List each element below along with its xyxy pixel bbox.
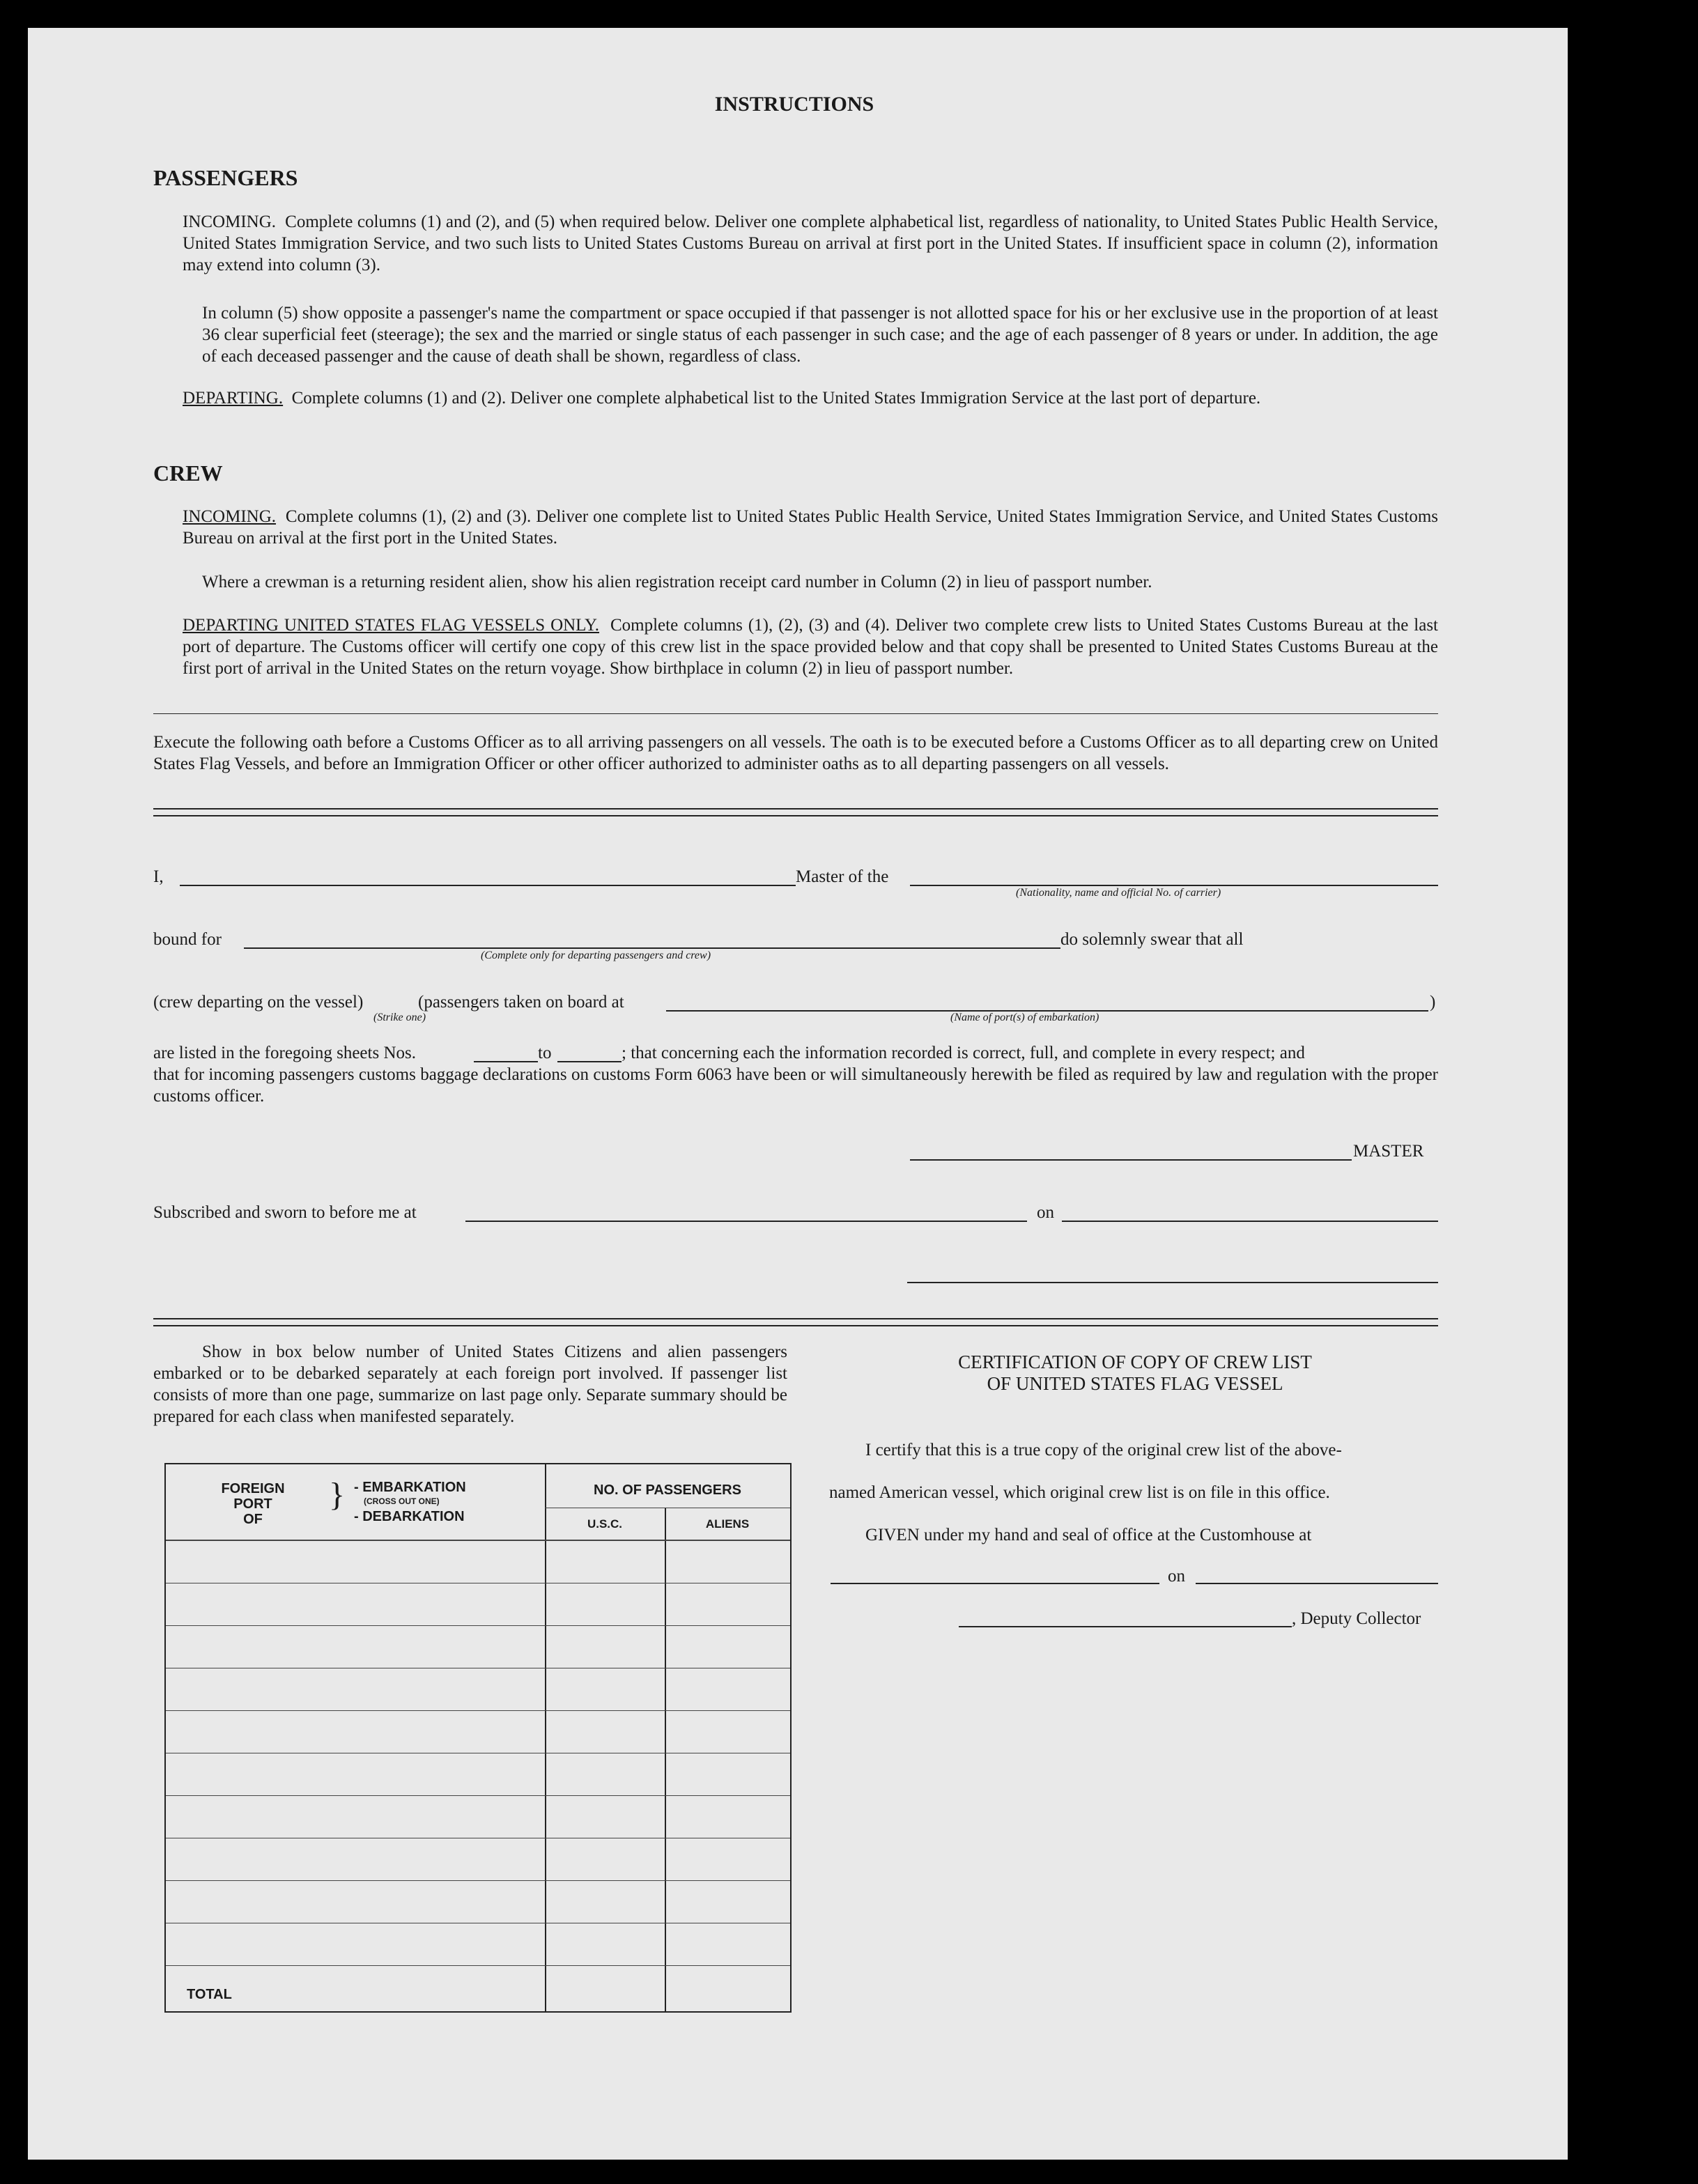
strike-caption: (Strike one) [373, 1012, 426, 1023]
crew-departing-option[interactable]: (crew departing on the vessel) [153, 993, 364, 1012]
debarkation-label[interactable]: - DEBARKATION [354, 1509, 465, 1524]
master-of-label: Master of the [796, 867, 889, 886]
passengers-column5-text: In column (5) show opposite a passenger's name the compartment or space occupied if that passenger is not allotted space for his or her exclusive use in the proportion of at least 36 clear superficial feet (steerage); the sex and the married or single status of each passenger in such case; and the age of each passenger of 8 years or under. In addition, the age of each deceased passenger and the cause of death shall be shown, regardless of class. [202, 304, 1438, 366]
passengers-departing [183, 387, 1438, 409]
embarkation-label[interactable]: - EMBARKATION [354, 1480, 466, 1495]
summary-table [164, 1463, 792, 2013]
bound-for-caption: (Complete only for departing passengers and crew) [481, 950, 711, 961]
sheet-to-field[interactable] [557, 1061, 622, 1062]
of-label: OF [243, 1512, 263, 1527]
bound-for-label: bound for [153, 930, 222, 949]
solemnly-label: do solemnly swear that all [1060, 930, 1244, 949]
deputy-signature-field[interactable] [959, 1626, 1292, 1627]
crew-incoming [183, 506, 1438, 549]
sworn-on-label: on [1037, 1203, 1054, 1222]
aliens-header: ALIENS [705, 1517, 750, 1531]
passengers-incoming-label: INCOMING. [183, 212, 277, 231]
header-bottom-line [166, 1540, 790, 1541]
carrier-field[interactable] [910, 885, 1438, 886]
crew-incoming-label: INCOMING. [183, 507, 277, 526]
listed-prefix: are listed in the foregoing sheets Nos. [153, 1044, 416, 1062]
certification-date-field[interactable] [1196, 1583, 1438, 1584]
port-caption: (Name of port(s) of embarkation) [950, 1012, 1099, 1023]
crew-resident-text: Where a crewman is a returning resident alien, show his alien registration receipt card number in Column (2) in lieu of passport number. [202, 573, 1152, 591]
certification-title-1: CERTIFICATION OF COPY OF CREW LIST [958, 1352, 1312, 1372]
master-signature-field[interactable] [910, 1159, 1352, 1161]
subscribed-label: Subscribed and sworn to before me at [153, 1203, 417, 1222]
brace-icon: } [329, 1476, 346, 1513]
page-title: INSTRUCTIONS [714, 93, 874, 116]
foreign-port-of-header [215, 1481, 291, 1527]
sworn-date-field[interactable] [1062, 1221, 1438, 1222]
cross-out-label: (CROSS OUT ONE) [364, 1496, 440, 1506]
master-name-field[interactable] [180, 885, 796, 886]
passengers-incoming-text: Complete columns (1) and (2), and (5) when required below. Deliver one complete alphabetical list, regardless of nationality, to United States Public Health Service, United States Immigration Service, and two such lists to United States Customs Bureau on arrival at first port in the United States. If insufficient space in column (2), information may extend into column (3). [183, 212, 1438, 274]
passengers-heading: PASSENGERS [153, 165, 298, 190]
double-divider [153, 808, 1438, 816]
sworn-place-field[interactable] [465, 1221, 1027, 1222]
crew-departing [183, 614, 1438, 679]
listed-suffix: ; that concerning each the information recorded is correct, full, and complete in every respect; and [622, 1044, 1305, 1062]
double-divider-2 [153, 1318, 1438, 1326]
table-row [166, 1965, 790, 1966]
table-row [166, 1880, 790, 1881]
usc-header: U.S.C. [587, 1517, 623, 1531]
divider-line [153, 713, 1438, 714]
table-row [166, 1625, 790, 1626]
passengers-departing-text: Complete columns (1) and (2). Deliver one complete alphabetical list to the United States Immigration Service at the last port of departure. [291, 389, 1261, 408]
certification-title-2: OF UNITED STATES FLAG VESSEL [987, 1373, 1283, 1394]
total-label: TOTAL [187, 1987, 232, 2002]
col-divider-1 [545, 1464, 546, 2011]
crew-departing-text: Complete columns (1), (2), (3) and (4). Deliver two complete crew lists to United States Customs Bureau at the last port of departure. The Customs officer will certify one copy of this crew list in the space provided below and that copy shall be presented to United States Customs Bureau at the first port of arrival in the United States on the return voyage. Show birthplace in column (2) in lieu of passport number. [183, 616, 1438, 678]
no-of-passengers-header: NO. OF PASSENGERS [594, 1482, 741, 1498]
crew-departing-label: DEPARTING UNITED STATES FLAG VESSELS ONLY. [183, 616, 600, 635]
customhouse-field[interactable] [831, 1583, 1159, 1584]
certification-on-label: on [1168, 1567, 1185, 1586]
deputy-collector-label: , Deputy Collector [1292, 1609, 1421, 1628]
table-row [166, 1710, 790, 1711]
master-label: MASTER [1353, 1142, 1424, 1161]
passengers-departing-label: DEPARTING. [183, 389, 284, 408]
passengers-taken-option[interactable]: (passengers taken on board at [418, 993, 624, 1012]
foreign-label: FOREIGN [221, 1481, 285, 1496]
carrier-caption: (Nationality, name and official No. of carrier) [1016, 887, 1221, 899]
certification-text-1: I certify that this is a true copy of the original crew list of the above- [865, 1441, 1342, 1459]
certification-text-2: named American vessel, which original crew list is on file in this office. [829, 1483, 1330, 1502]
bound-for-field[interactable] [244, 947, 1060, 949]
passengers-incoming [183, 211, 1438, 276]
table-row [166, 1795, 790, 1796]
sheet-from-field[interactable] [474, 1061, 538, 1062]
officer-signature-field[interactable] [907, 1282, 1438, 1283]
oath-intro: Execute the following oath before a Customs Officer as to all arriving passengers on all vessels. The oath is to be executed before a Customs Officer as to all departing crew on United States Flag Vessels, and before an Immigration Officer or other officer authorized to administer oaths as to all departing passengers on all vessels. [153, 733, 1438, 773]
close-paren: ) [1430, 993, 1436, 1012]
to-label: to [538, 1044, 552, 1062]
certification-given: GIVEN under my hand and seal of office at the Customhouse at [865, 1526, 1312, 1544]
listed-rest: that for incoming passengers customs baggage declarations on customs Form 6063 have been or will simultaneously herewith be filed as required by law and regulation with the proper customs officer. [153, 1065, 1438, 1106]
crew-heading: CREW [153, 460, 223, 486]
summary-instructions: Show in box below number of United States Citizens and alien passengers embarked or to be debarked separately at each foreign port involved. If passenger list consists of more than one page, summarize on last page only. Separate summary should be prepared for each class when manifested separately. [153, 1342, 787, 1426]
port-label: PORT [233, 1496, 272, 1512]
oath-i-label: I, [153, 867, 164, 886]
crew-incoming-text: Complete columns (1), (2) and (3). Deliver one complete list to United States Public Health Service, United States Immigration Service, and United States Customs Bureau on arrival at the first port in the United States. [183, 507, 1439, 548]
